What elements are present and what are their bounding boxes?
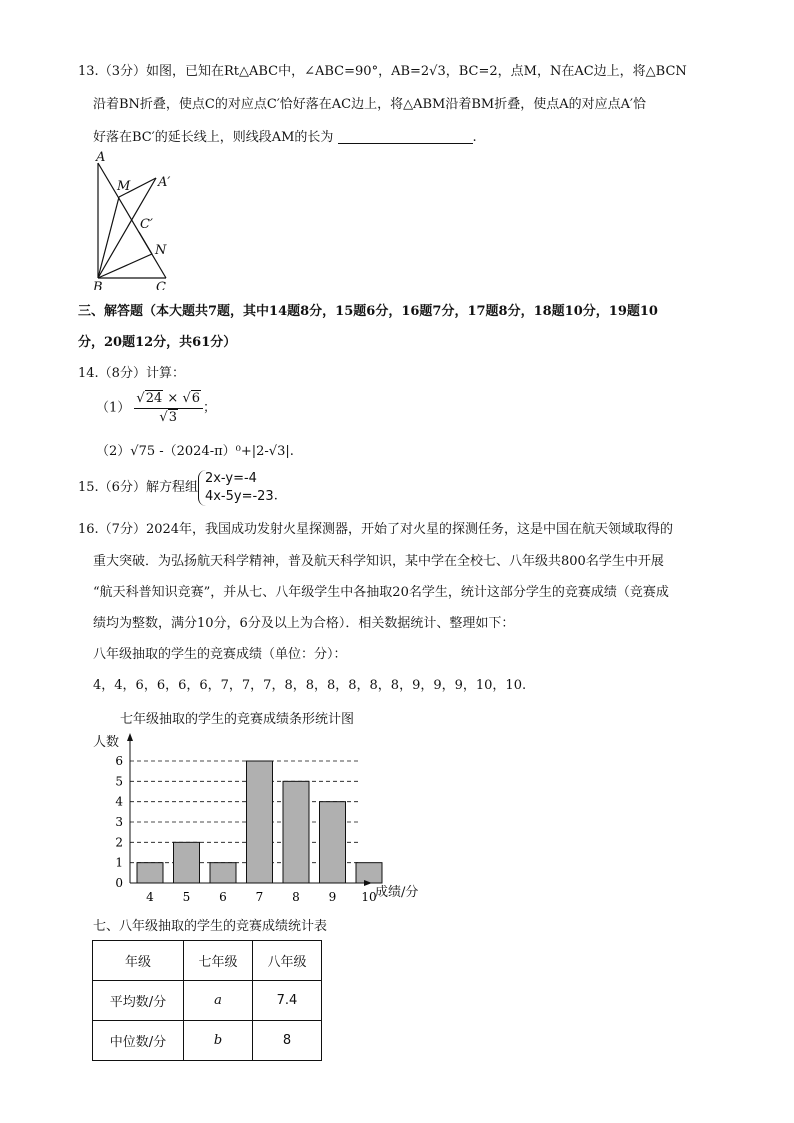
y-axis-label: 人数 — [93, 735, 120, 750]
q16-line6: 4，4，6，6，6，6，7，7，7，8，8，8，8，8，8，9，9，9，10，10. — [93, 678, 527, 693]
radicand-24: 24 — [145, 391, 163, 406]
label-a-prime: A′ — [158, 175, 171, 190]
bar-score-7 — [247, 761, 273, 883]
table-cell: b — [184, 1021, 253, 1061]
q14-p1-label: （1） — [96, 400, 131, 416]
q16-line5: 八年级抽取的学生的竞赛成绩（单位：分）： — [93, 647, 347, 662]
line-nc-prime — [139, 232, 152, 254]
table-header-cell: 八年级 — [253, 941, 322, 981]
table-header-cell: 年级 — [93, 941, 184, 981]
q14-header: 14.（8分）计算： — [78, 366, 185, 381]
q13-line2: 沿着BN折叠，使点C的对应点C′恰好落在AC边上，将△ABM沿着BM折叠，使点A的对应点A′恰 — [93, 97, 646, 112]
equation-1: 2x-y=-4 — [204, 471, 257, 486]
table-caption: 七、八年级抽取的学生的竞赛成绩统计表 — [93, 919, 328, 934]
q13-end: . — [472, 130, 477, 145]
equation-system — [198, 470, 274, 506]
label-b: B — [93, 280, 103, 290]
x-tick-label: 8 — [292, 890, 300, 903]
x-tick-label: 7 — [255, 890, 264, 903]
label-c-prime: C′ — [140, 217, 153, 232]
bar-score-6 — [210, 863, 236, 883]
x-axis-label: 成绩/分 — [375, 885, 419, 900]
table-row — [93, 1021, 322, 1061]
q16-line3: “航天科普知识竞赛”，并从七、八年级学生中各抽取20名学生，统计这部分学生的竞赛成绩（竞赛成 — [93, 585, 669, 600]
q15-end: . — [273, 488, 278, 504]
bar-chart — [88, 708, 448, 903]
label-a: A — [96, 150, 106, 165]
y-tick-label: 6 — [115, 754, 123, 768]
chart-title: 七年级抽取的学生的竞赛成绩条形统计图 — [120, 712, 355, 727]
x-tick-label: 9 — [328, 890, 337, 903]
q13-text-line3: 好落在BC′的延长线上，则线段AM的长为 — [93, 130, 334, 145]
section3-line1: 三、解答题（本大题共7题，其中14题8分，15题6分，16题7分，17题8分，18题10分，19题10 — [78, 304, 658, 319]
y-tick-label: 3 — [115, 815, 123, 829]
y-tick-label: 4 — [115, 794, 123, 809]
bar-score-10 — [356, 863, 382, 883]
table-header-row — [93, 941, 322, 981]
q14-p2-label: （2） — [96, 444, 131, 459]
q13-number: 13. — [78, 64, 99, 79]
x-tick-label: 5 — [182, 890, 191, 903]
x-tick-label: 4 — [146, 890, 154, 903]
q15 — [78, 470, 278, 506]
table-cell: 7.4 — [253, 981, 322, 1021]
q16-line2: 重大突破．为弘扬航天科学精神，普及航天科学知识，某中学在全校七、八年级共800名学生中开展 — [93, 554, 664, 569]
y-tick-label: 2 — [115, 835, 123, 850]
table-cell: 8 — [253, 1021, 322, 1061]
q16-line1: 16.（7分）2024年，我国成功发射火星探测器，开始了对火星的探测任务，这是中国在航天领域取得的 — [78, 522, 674, 537]
bar-score-4 — [137, 863, 163, 883]
q15-header: 15.（6分）解方程组 — [78, 480, 198, 495]
y-tick-label: 0 — [115, 876, 123, 890]
q13-text-line1: 如图，已知在Rt△ABC中，∠ABC=90°，AB=2√3，BC=2，点M，N在AC边上，将△BCN — [145, 64, 687, 79]
y-tick-label: 1 — [115, 855, 123, 870]
y-tick-label: 5 — [115, 774, 123, 789]
table-row — [93, 981, 322, 1021]
x-tick-label: 10 — [361, 890, 377, 903]
q13-score: （3分） — [98, 64, 146, 79]
q14-p1-end: ； — [203, 400, 217, 416]
label-c: C — [156, 280, 166, 290]
bar-score-8 — [283, 781, 309, 883]
q14-p1-fraction: $\frac{√24 \times √6}{√3}$ — [134, 390, 203, 427]
q13-line1 — [78, 62, 687, 82]
line-bm — [98, 197, 119, 278]
table-cell: a — [184, 981, 253, 1021]
label-n: N — [155, 243, 167, 258]
label-m: M — [117, 179, 131, 194]
radicand-6: 6 — [191, 391, 201, 406]
table-header-cell: 七年级 — [184, 941, 253, 981]
radicand-3: 3 — [168, 410, 177, 425]
y-axis-arrow — [127, 733, 133, 741]
q14-p2-expression: √75 -（2024-π）⁰+|2-√3|. — [130, 444, 294, 459]
times-sign: × — [167, 391, 179, 406]
q14-part1 — [96, 390, 216, 427]
table-cell: 中位数/分 — [93, 1021, 184, 1061]
stats-table — [92, 940, 322, 1061]
section3-line2: 分，20题12分，共61分） — [78, 335, 237, 350]
bar-score-5 — [174, 842, 200, 883]
equation-2: 4x-5y=-23 — [204, 489, 274, 504]
x-tick-label: 6 — [219, 890, 227, 903]
line-bn — [98, 254, 152, 278]
q14-part2 — [96, 442, 294, 462]
answer-blank[interactable] — [338, 129, 473, 144]
q13-figure — [88, 150, 198, 290]
table-cell: 平均数/分 — [93, 981, 184, 1021]
q16-line4: 绩均为整数，满分10分，6分及以上为合格）．相关数据统计、整理如下： — [93, 616, 515, 631]
q13-line3 — [93, 128, 477, 148]
bar-score-9 — [320, 802, 346, 883]
